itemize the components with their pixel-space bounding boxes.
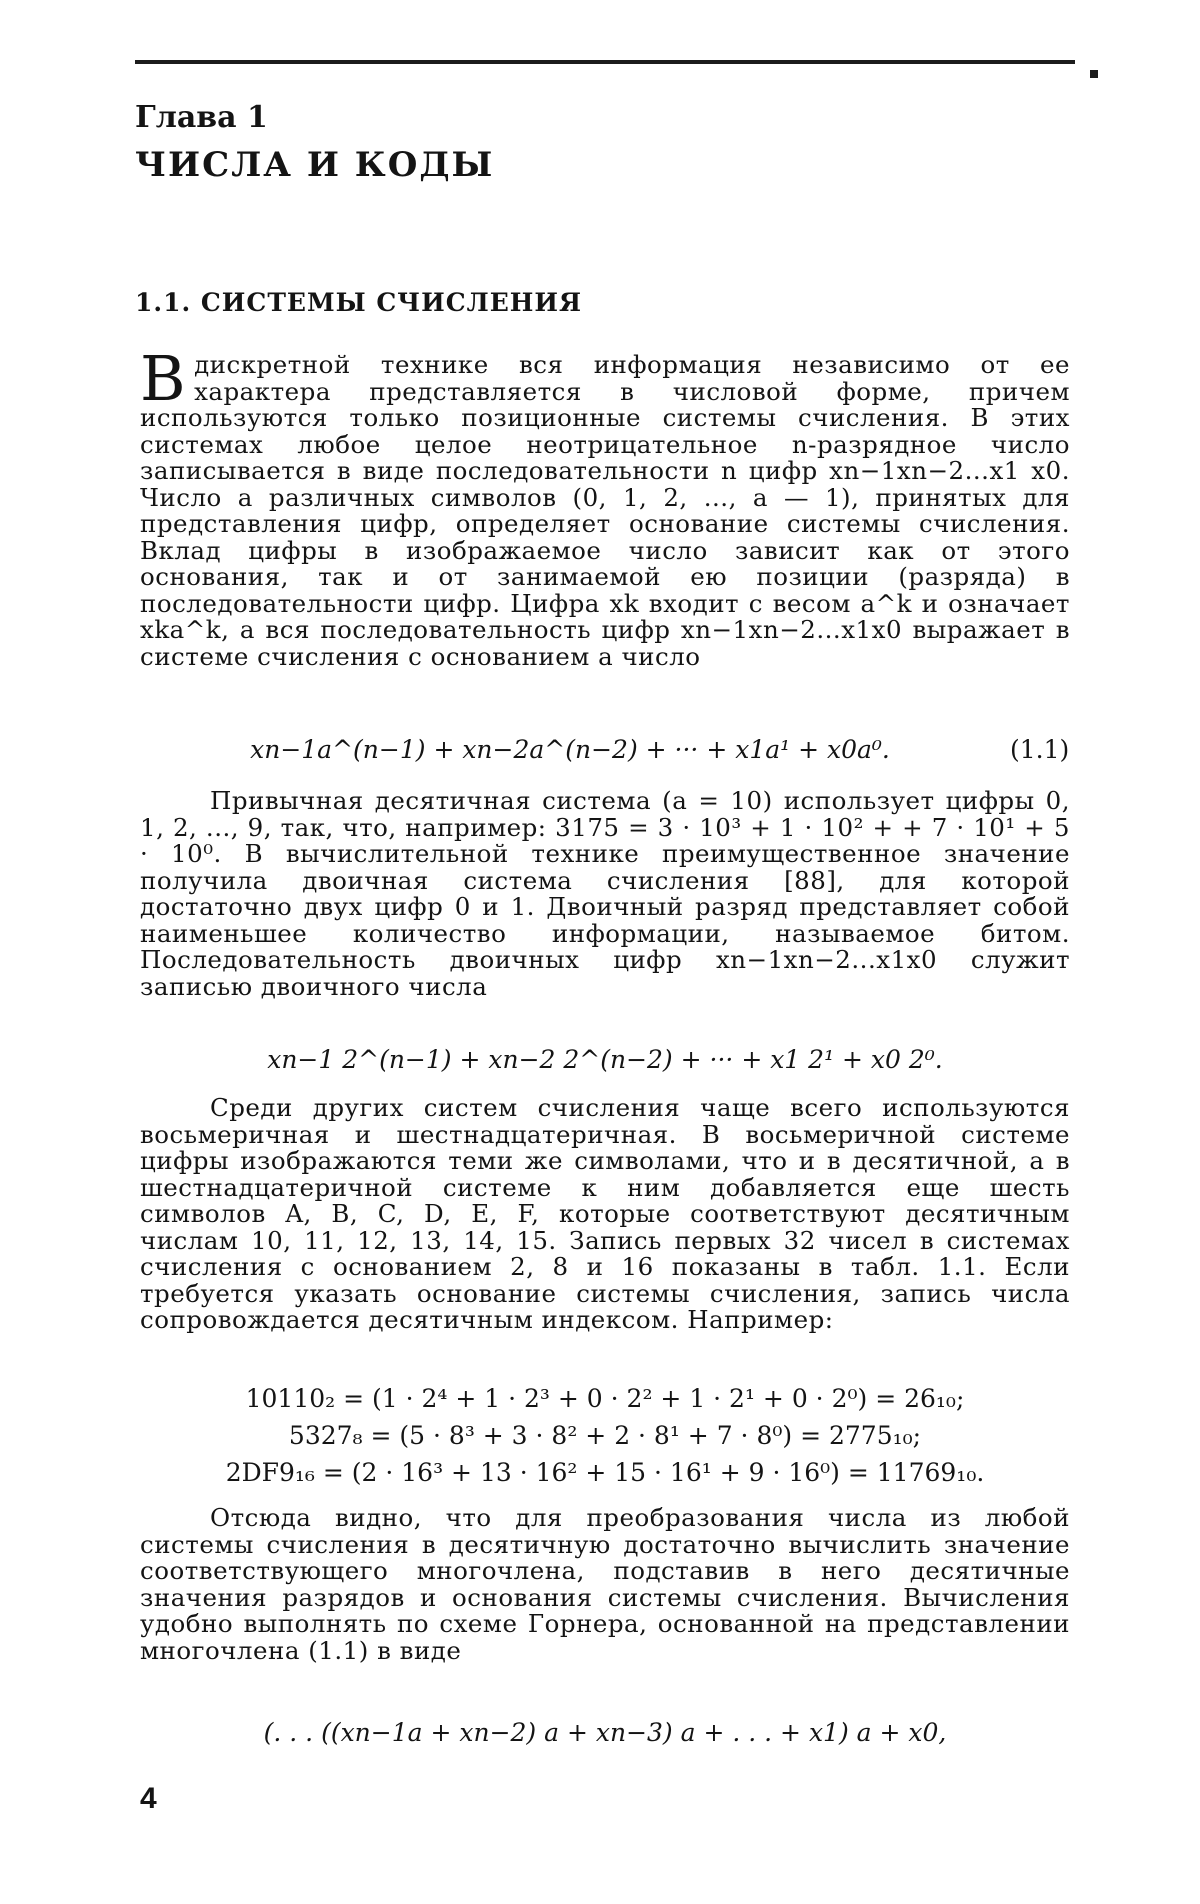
section-heading: 1.1. СИСТЕМЫ СЧИСЛЕНИЯ: [135, 288, 583, 317]
page-number: 4: [140, 1782, 157, 1815]
example-formulas: [140, 1380, 1070, 1491]
paragraph-1-text: дискретной технике вся информация независимо от ее характера представляется в числовой форме, причем используются только позиционные системы счисления. В этих системах любое целое неотрицательное n-разрядное число записывается в виде последовательности n цифр xn−1xn−2...x1 x0. Число a различных символов (0, 1, 2, ..., a — 1), принятых для представления цифр, определяет основание системы счисления. Вклад цифры в изображаемое число зависит как от этого основания, так и от занимаемой ею позиции (разряда) в последовательности цифр. Цифра xk входит с весом a^k и означает xka^k, а вся последовательность цифр xn−1xn−2...x1x0 выражает в системе счисления с основанием a число: [140, 350, 1070, 671]
formula-1-1: xn−1a^(n−1) + xn−2a^(n−2) + ··· + x1a¹ + x0a⁰.: [250, 735, 890, 764]
chapter-title: ЧИСЛА И КОДЫ: [135, 145, 495, 185]
example-formula: 2DF9₁₆ = (2 · 16³ + 13 · 16² + 15 · 16¹ + 9 · 16⁰) = 11769₁₀.: [225, 1458, 985, 1487]
top-rule: [135, 60, 1075, 64]
paragraph-3: Среди других систем счисления чаще всего используются восьмеричная и шестнадцатеричная. В восьмеричной системе цифры изображаются теми же символами, что и в десятичной, а в шестнадцатеричной системе к ним добавляется еще шесть символов A, B, C, D, E, F, которые соответствуют десятичным числам 10, 11, 12, 13, 14, 15. Запись первых 32 чисел в системах счисления с основанием 2, 8 и 16 показаны в табл. 1.1. Если требуется указать основание системы счисления, запись числа сопровождается десятичным индексом. Например:: [140, 1093, 1070, 1334]
chapter-label: Глава 1: [135, 100, 268, 135]
example-formula: 5327₈ = (5 · 8³ + 3 · 8² + 2 · 8¹ + 7 · 8⁰) = 2775₁₀;: [288, 1421, 922, 1450]
formula-1-1-number: (1.1): [1010, 735, 1070, 764]
paragraph-4: Отсюда видно, что для преобразования числа из любой системы счисления в десятичную достаточно вычислить значение соответствующего многочлена, подставив в него десятичные значения разрядов и основания системы счисления. Вычисления удобно выполнять по схеме Горнера, основанной на представлении многочлена (1.1) в виде: [140, 1503, 1070, 1665]
example-formula: 10110₂ = (1 · 2⁴ + 1 · 2³ + 0 · 2² + 1 · 2¹ + 0 · 2⁰) = 26₁₀;: [245, 1384, 965, 1413]
formula-binary: xn−1 2^(n−1) + xn−2 2^(n−2) + ··· + x1 2¹ + x0 2⁰.: [267, 1045, 943, 1074]
formula-horner: (. . . ((xn−1a + xn−2) a + xn−3) a + . . . + x1) a + x0,: [263, 1718, 947, 1747]
corner-mark: [1090, 70, 1098, 78]
paragraph-1: [140, 342, 1070, 671]
drop-cap: В: [140, 342, 187, 415]
paragraph-2: Привычная десятичная система (a = 10) использует цифры 0, 1, 2, ..., 9, так, что, например: 3175 = 3 · 10³ + 1 · 10² + + 7 · 10¹ + 5 · 10⁰. В вычислительной технике преимущественное значение получила двоичная система счисления [88], для которой достаточно двух цифр 0 и 1. Двоичный разряд представляет собой наименьшее количество информации, называемое битом. Последовательность двоичных цифр xn−1xn−2...x1x0 служит записью двоичного числа: [140, 786, 1070, 1001]
